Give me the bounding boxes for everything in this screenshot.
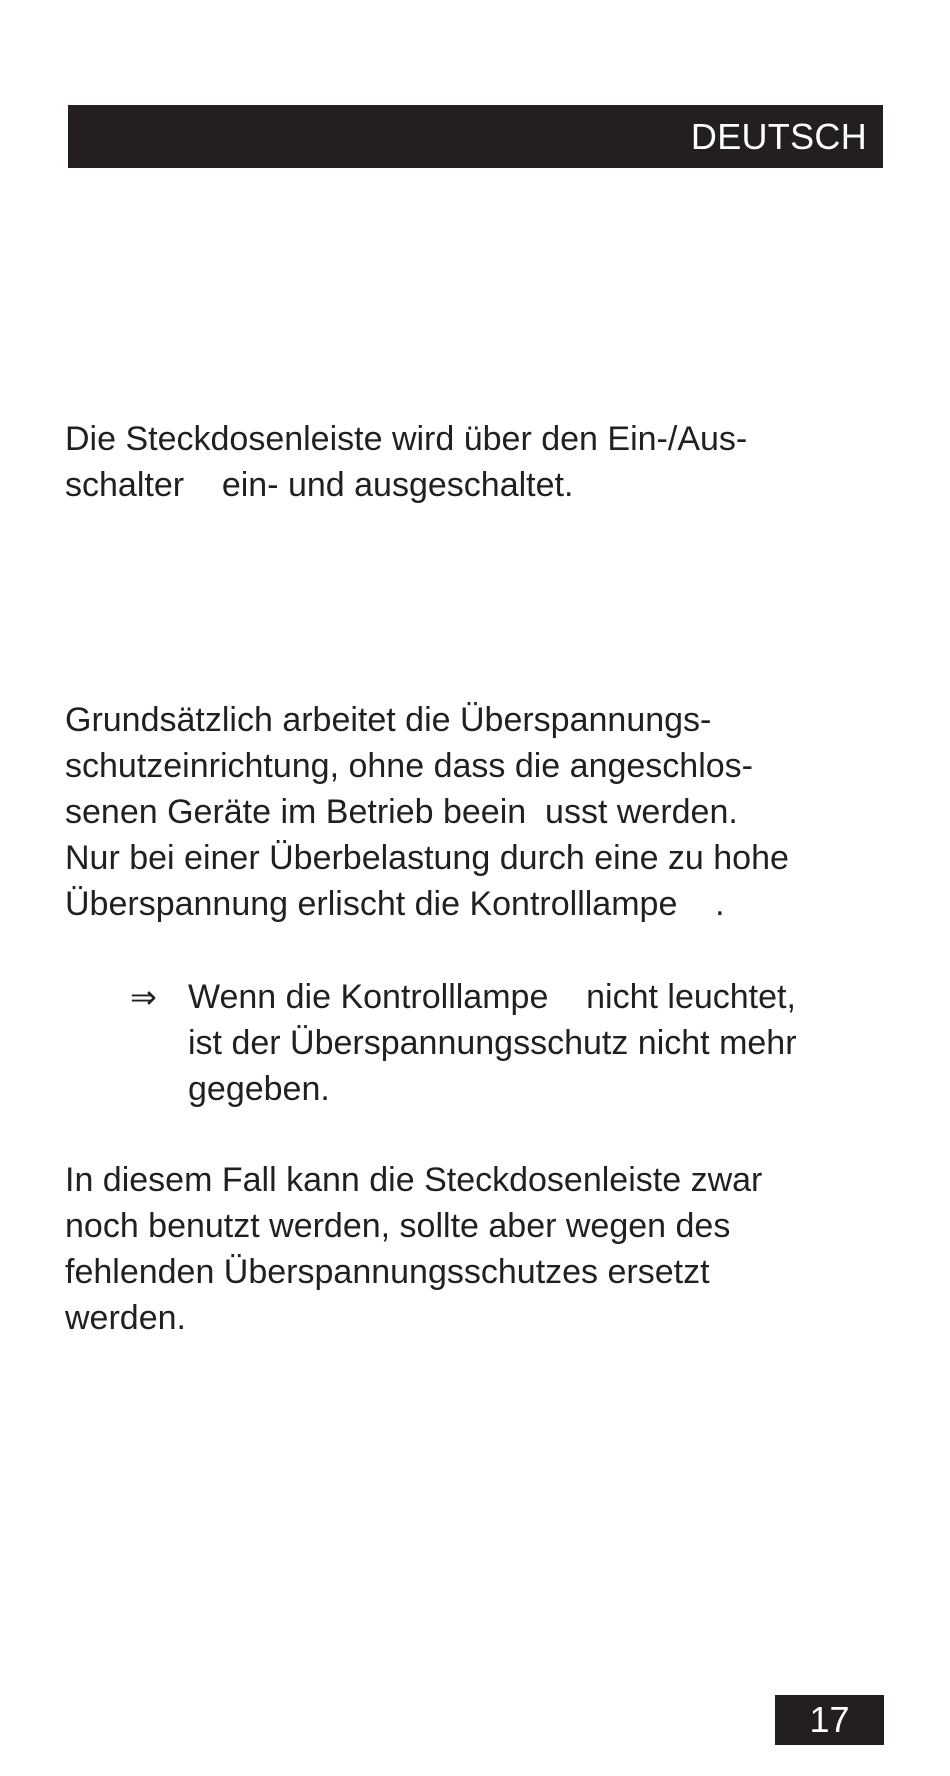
text-line: noch benutzt werden, sollte aber wegen des — [65, 1207, 731, 1245]
text-line: Grundsätzlich arbeitet die Überspannungs- — [65, 701, 712, 739]
text-line: gegeben. — [188, 1070, 330, 1108]
surge-protection-paragraph — [65, 697, 905, 927]
bullet-text — [188, 974, 908, 1112]
text-line: ist der Überspannungsschutz nicht mehr — [188, 1024, 797, 1062]
text-line: Nur bei einer Überbelastung durch eine zu hohe — [65, 839, 789, 877]
text-line: senen Geräte im Betrieb beein usst werden. — [65, 793, 738, 831]
text-line: werden. — [65, 1299, 186, 1337]
switch-paragraph — [65, 416, 905, 508]
text-line: schutzeinrichtung, ohne dass die angeschlos- — [65, 747, 753, 785]
text-line: Wenn die Kontrolllampe nicht leuchtet, — [188, 978, 796, 1016]
text-line: fehlenden Überspannungsschutzes ersetzt — [65, 1253, 710, 1291]
language-header-bar — [68, 105, 883, 168]
page-number-box — [775, 1695, 884, 1745]
text-line: In diesem Fall kann die Steckdosenleiste zwar — [65, 1161, 763, 1199]
page-number: 17 — [809, 1699, 850, 1740]
replacement-paragraph — [65, 1157, 905, 1341]
double-arrow-right-icon: ⇒ — [130, 978, 157, 1016]
text-line: Überspannung erlischt die Kontrolllampe . — [65, 885, 725, 923]
text-line: Die Steckdosenleiste wird über den Ein-/Aus- — [65, 420, 748, 458]
text-line: schalter ein- und ausgeschaltet. — [65, 466, 574, 504]
language-label: DEUTSCH — [690, 115, 867, 157]
